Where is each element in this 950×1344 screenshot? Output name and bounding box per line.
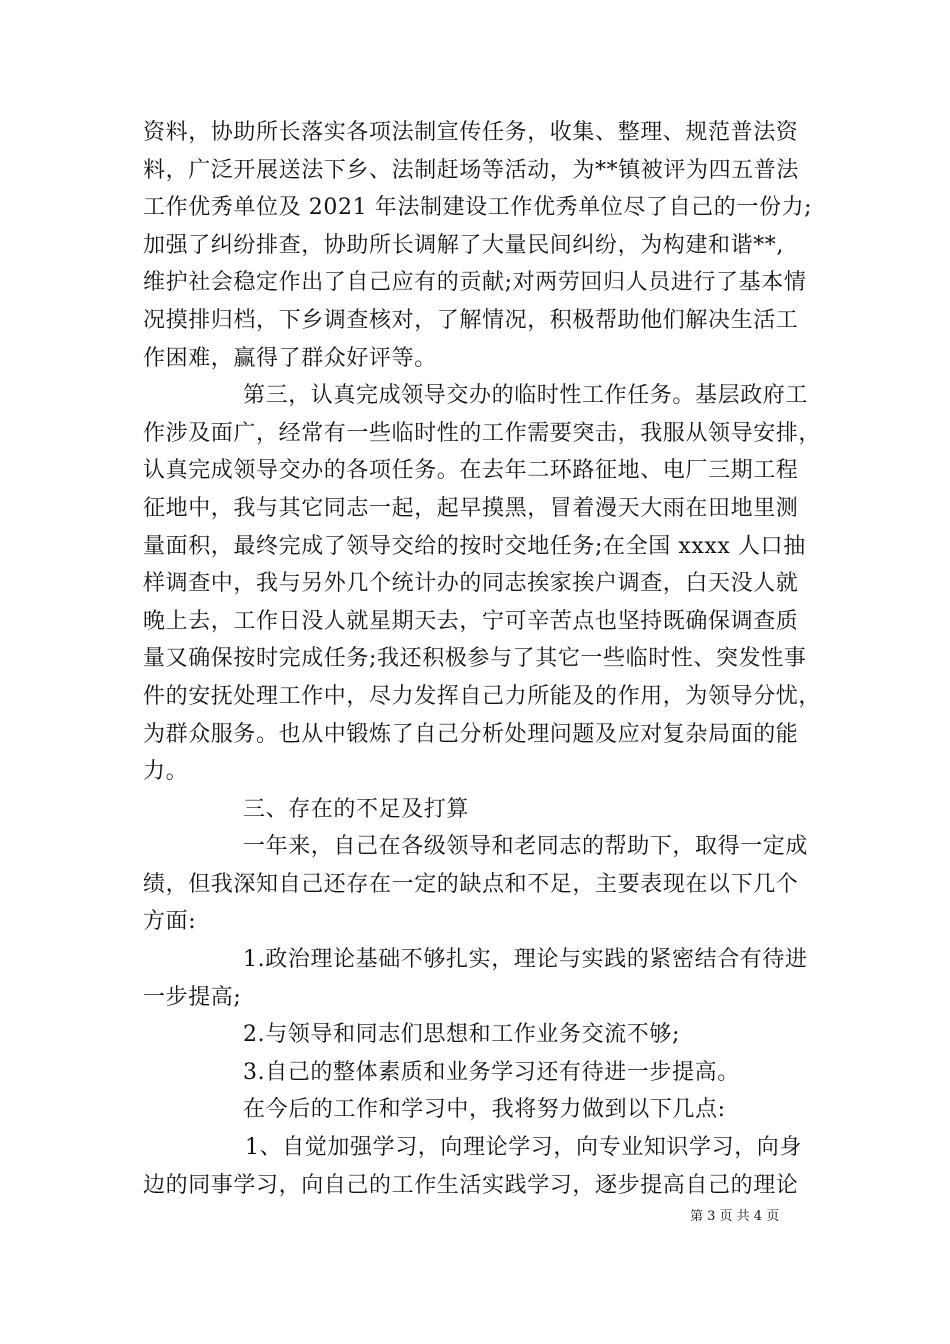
paragraph-start-line: 一年来，自己在各级领导和老同志的帮助下，取得一定成 bbox=[243, 834, 809, 860]
text-line: 工作优秀单位及 2021 年法制建设工作优秀单位尽了自己的一份力; bbox=[143, 195, 813, 221]
paragraph-start-line: 在今后的工作和学习中，我将努力做到以下几点: bbox=[243, 1097, 726, 1123]
text-line: 料，广泛开展送法下乡、法制赶场等活动，为**镇被评为四五普法 bbox=[143, 157, 800, 183]
text-line: 晚上去，工作日没人就星期天去，宁可辛苦点也坚持既确保调查质 bbox=[143, 608, 799, 634]
text-line: 量又确保按时完成任务;我还积极参与了其它一些临时性、突发性事 bbox=[143, 646, 807, 672]
text-line: 为群众服务。也从中锻炼了自己分析处理问题及应对复杂局面的能 bbox=[143, 721, 799, 747]
list-item-line: 1、自觉加强学习，向理论学习，向专业知识学习，向身 bbox=[245, 1135, 802, 1161]
text-line: 征地中，我与其它同志一起，起早摸黑，冒着漫天大雨在田地里测 bbox=[143, 495, 799, 521]
text-line: 绩，但我深知自己还存在一定的缺点和不足，主要表现在以下几个 bbox=[143, 871, 799, 897]
list-item-line: 2.与领导和同志们思想和工作业务交流不够; bbox=[243, 1022, 681, 1048]
page-indicator: 第 3 页 共 4 页 bbox=[690, 1209, 780, 1224]
text-line: 力。 bbox=[143, 759, 189, 785]
text-line: 方面: bbox=[143, 909, 197, 935]
text-line: 样调查中，我与另外几个统计办的同志挨家挨户调查，白天没人就 bbox=[143, 571, 799, 597]
text-line: 量面积，最终完成了领导交给的按时交地任务;在全国 xxxx 人口抽 bbox=[143, 533, 806, 559]
paragraph-start-line: 第三，认真完成领导交办的临时性工作任务。基层政府工 bbox=[243, 383, 809, 409]
text-line: 作困难，赢得了群众好评等。 bbox=[143, 345, 437, 371]
list-item-line: 3.自己的整体素质和业务学习还有待进一步提高。 bbox=[243, 1059, 740, 1085]
list-item-line: 1.政治理论基础不够扎实，理论与实践的紧密结合有待进 bbox=[243, 947, 808, 973]
text-line: 一步提高; bbox=[143, 984, 242, 1010]
text-line: 况摸排归档，下乡调查核对，了解情况，积极帮助他们解决生活工 bbox=[143, 307, 799, 333]
text-line: 加强了纠纷排查，协助所长调解了大量民间纠纷，为构建和谐**, bbox=[143, 232, 784, 258]
text-line: 资料，协助所长落实各项法制宣传任务，收集、整理、规范普法资 bbox=[143, 120, 799, 145]
section-heading: 三、存在的不足及打算 bbox=[243, 796, 470, 822]
text-line: 作涉及面广，经常有一些临时性的工作需要突击，我服从领导安排， bbox=[143, 420, 822, 446]
text-line: 边的同事学习，向自己的工作生活实践学习，逐步提高自己的理论 bbox=[143, 1172, 799, 1198]
text-line: 认真完成领导交办的各项任务。在去年二环路征地、电厂三期工程 bbox=[143, 458, 799, 484]
text-line: 维护社会稳定作出了自己应有的贡献;对两劳回归人员进行了基本情 bbox=[143, 270, 807, 296]
text-line: 件的安抚处理工作中，尽力发挥自己力所能及的作用，为领导分忧， bbox=[143, 683, 822, 709]
body-text bbox=[143, 114, 822, 1204]
